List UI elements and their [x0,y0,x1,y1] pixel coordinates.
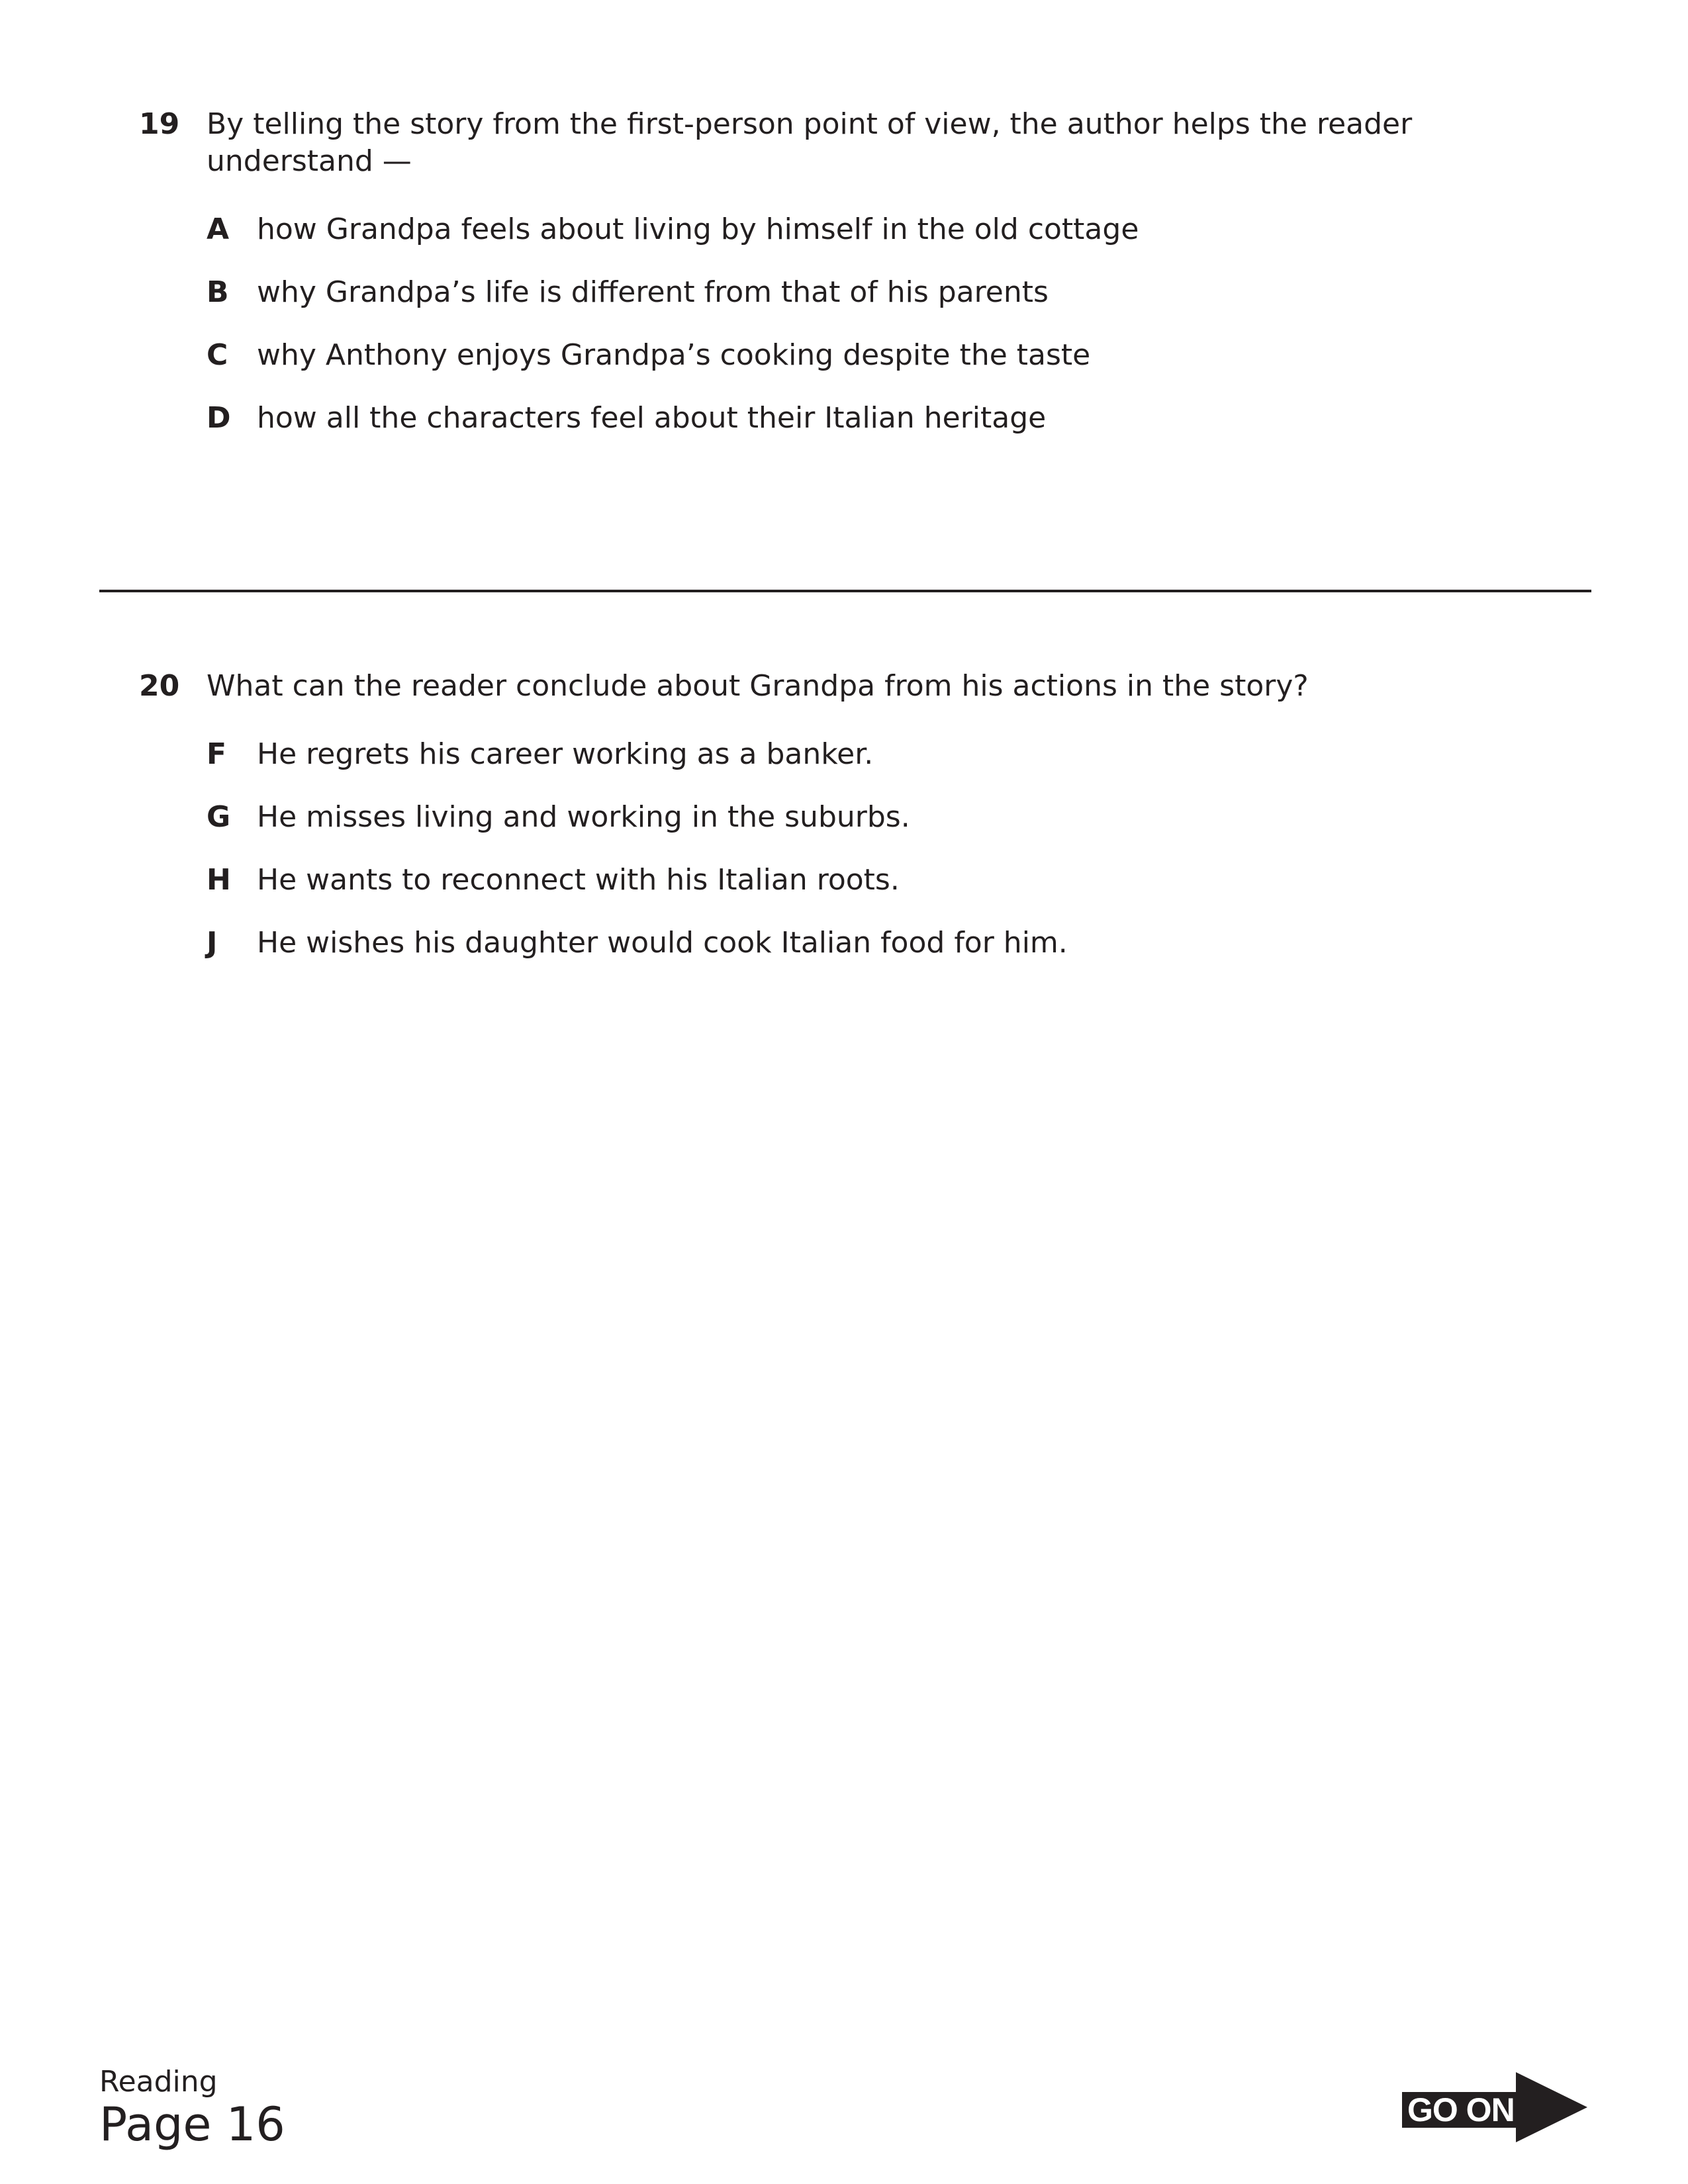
answer-choice-h[interactable] [207,862,1530,899]
question-number: 20 [139,669,180,703]
section-divider [99,590,1591,592]
choice-text: He wants to reconnect with his Italian roots. [257,863,900,897]
go-on-label: GO ON [1407,2091,1515,2128]
answer-choice-a[interactable] [207,211,1530,248]
question-stem: By telling the story from the first-person point of view, the author helps the reader understand — [207,107,1413,178]
question-19 [139,106,1595,450]
page-number: Page 16 [99,2097,285,2152]
choice-letter: G [207,800,231,834]
choice-letter: D [207,401,231,435]
choice-letter: A [207,212,230,246]
choice-text: how all the characters feel about their Italian heritage [257,401,1047,435]
choice-text: why Grandpa’s life is different from that of his parents [257,275,1049,309]
answer-choice-j[interactable] [207,925,1530,962]
choice-text: why Anthony enjoys Grandpa’s cooking despite the taste [257,338,1091,372]
go-on-indicator [1402,2072,1594,2142]
choice-text: how Grandpa feels about living by himself in the old cottage [257,212,1139,246]
answer-choice-f[interactable] [207,736,1530,773]
answer-choice-g[interactable] [207,799,1530,836]
answer-choice-d[interactable] [207,400,1530,437]
choice-text: He regrets his career working as a banker. [257,737,874,771]
answer-choice-b[interactable] [207,274,1530,311]
answer-choice-c[interactable] [207,337,1530,374]
choice-letter: H [207,863,231,897]
section-label: Reading [99,2065,218,2099]
choice-letter: F [207,737,227,771]
choice-letter: C [207,338,228,372]
choice-text: He misses living and working in the suburbs. [257,800,910,834]
choice-letter: B [207,275,229,309]
choice-text: He wishes his daughter would cook Italian food for him. [257,926,1068,960]
question-20 [139,668,1595,972]
right-arrow-icon [1516,2072,1587,2142]
question-number: 19 [139,107,180,141]
question-stem: What can the reader conclude about Grandpa from his actions in the story? [207,669,1309,703]
choice-letter: J [207,926,218,960]
